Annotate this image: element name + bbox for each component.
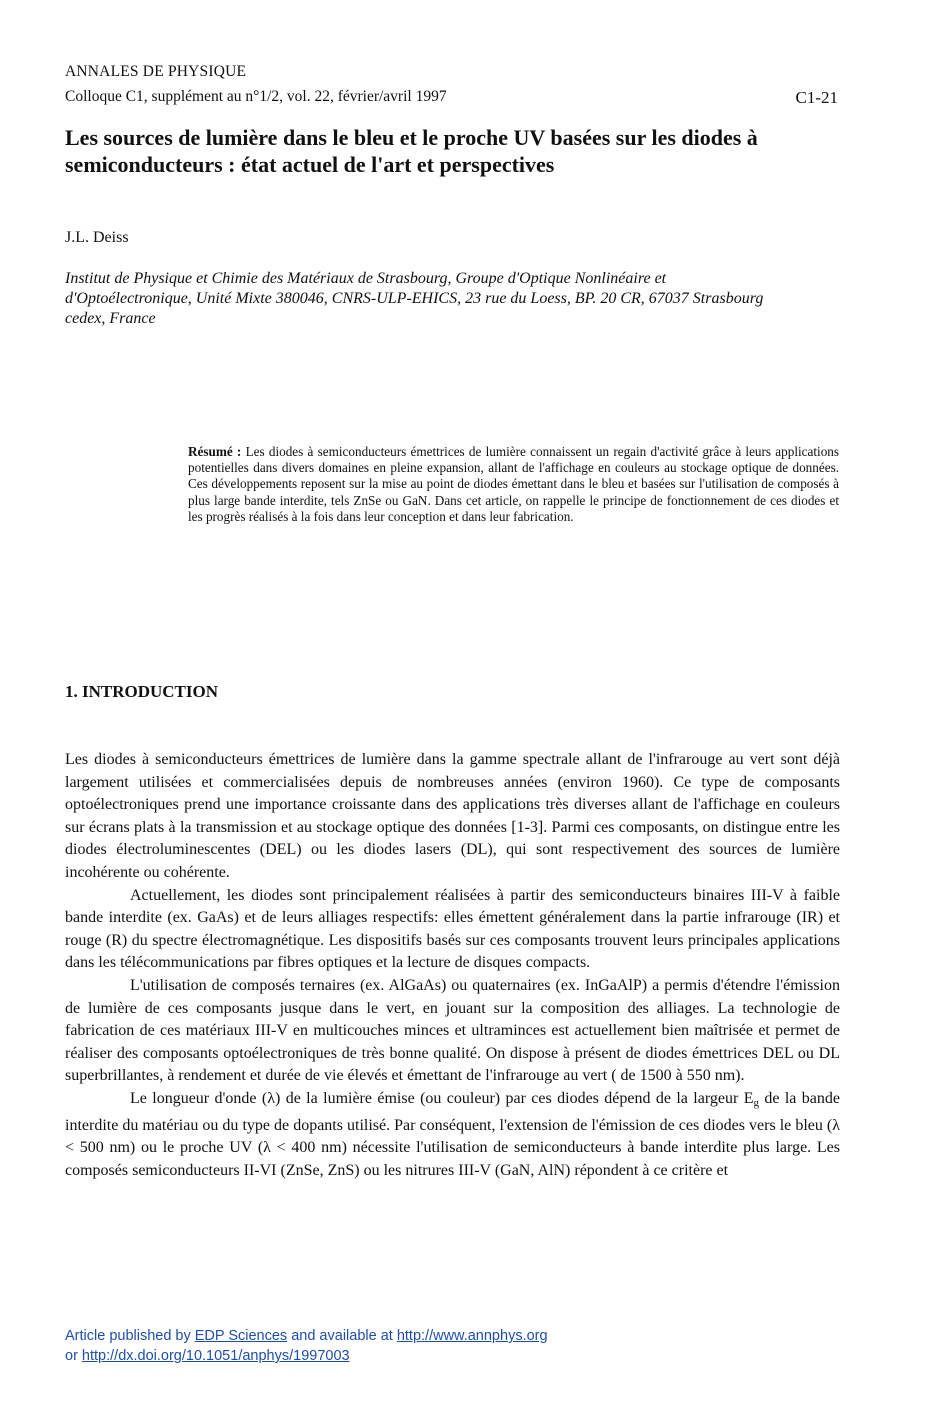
footer-middle: and available at — [287, 1328, 397, 1344]
footer-line-2 — [65, 1346, 548, 1366]
doi-link[interactable]: http://dx.doi.org/10.1051/anphys/1997003 — [81, 1348, 350, 1364]
publisher-link[interactable]: EDP Sciences — [194, 1328, 288, 1344]
issue-info: Colloque C1, supplément au n°1/2, vol. 22, février/avril 1997 — [65, 88, 447, 105]
publication-footer — [65, 1326, 548, 1366]
footer-or: or — [65, 1348, 82, 1364]
paragraph-1: Les diodes à semiconducteurs émettrices de lumière dans la gamme spectrale allant de l'infrarouge au vert sont déjà largement utilisées et commercialisées depuis de nombreuses années (environ 1960). Ce type de composants optoélectroniques prend une importance croissante dans des applications très diverses allant de l'affichage en couleurs sur écrans plats à la transmission et au stockage optique des données [1-3]. Parmi ces composants, on distingue entre les diodes électroluminescentes (DEL) ou les diodes lasers (DL), qui sont respectivement des sources de lumière incohérente ou cohérente. — [65, 751, 840, 881]
paragraph-2: Actuellement, les diodes sont principalement réalisées à partir des semiconducteurs binaires III-V à faible bande interdite (ex. GaAs) et de leurs alliages respectifs: elles émettent généralement dans la partie infrarouge (IR) et rouge (R) du spectre électromagnétique. Les dispositifs basés sur ces composants trouvent leurs principales applications dans les télécommunications par fibres optiques et la lecture de disques compacts. — [65, 886, 840, 972]
journal-name: ANNALES DE PHYSIQUE — [65, 63, 247, 80]
article-title: Les sources de lumière dans le bleu et le proche UV basées sur les diodes à semiconducteurs : état actuel de l'art et perspectives — [65, 125, 758, 177]
abstract-label: Résumé : — [188, 444, 242, 459]
author-name: J.L. Deiss — [65, 229, 129, 246]
paragraph-4-start: Le longueur d'onde (λ) de la lumière émise (ou couleur) par ces diodes dépend de la largeur E — [130, 1089, 754, 1107]
paragraph-3: L'utilisation de composés ternaires (ex. AlGaAs) ou quaternaires (ex. InGaAlP) a permis d'étendre l'émission de lumière de ces composants jusque dans le vert, en jouant sur la composition des alliages. La technologie de fabrication de ces matériaux III-V en multicouches minces et ultraminces est actuellement bien maîtrisée et permet de réaliser des composants optoélectroniques de très bonne qualité. On dispose à présent de diodes émettrices DEL ou DL superbrillantes, à rendement et durée de vie élevés et émettant de l'infrarouge au vert ( de 1500 à 550 nm). — [65, 976, 840, 1085]
section-title-introduction: 1. INTRODUCTION — [65, 682, 219, 701]
page-reference: C1-21 — [795, 88, 838, 107]
abstract — [188, 444, 839, 525]
site-link[interactable]: http://www.annphys.org — [396, 1328, 548, 1344]
footer-line-1 — [65, 1326, 548, 1346]
author-affiliation: Institut de Physique et Chimie des Matériaux de Strasbourg, Groupe d'Optique Nonlinéaire et d'Optoélectronique, Unité Mixte 380046, CNRS-ULP-EHICS, 23 rue du Loess, BP. 20 CR, 67037 Strasbourg cedex, France — [65, 270, 764, 327]
paragraph-4-end: de la bande interdite du matériau ou du type de dopants utilisé. Par conséquent, l'extension de l'émission de ces diodes vers le bleu (λ < 500 nm) ou le proche UV (λ < 400 nm) nécessite l'utilisation de semiconducteurs à bande interdite plus large. Les composés semiconducteurs II-VI (ZnSe, ZnS) ou les nitrures III-V (GaN, AlN) répondent à ce critère et — [65, 1089, 840, 1179]
introduction-body — [65, 749, 840, 1182]
footer-prefix: Article published by — [65, 1328, 195, 1344]
abstract-text: Les diodes à semiconducteurs émettrices de lumière connaissent un regain d'activité grâce à leurs applications potentielles dans divers domaines en pleine expansion, allant de l'affichage en couleurs au stockage optique de données. Ces développements reposent sur la mise au point de diodes émettant dans le bleu et basées sur l'utilisation de composés à plus large bande interdite, tels ZnSe ou GaN. Dans cet article, on rappelle le principe de fonctionnement de ces diodes et les progrès réalisés à la fois dans leur conception et dans leur fabrication. — [188, 444, 840, 524]
bandgap-subscript: g — [753, 1096, 759, 1109]
paragraph-4 — [65, 1088, 840, 1182]
